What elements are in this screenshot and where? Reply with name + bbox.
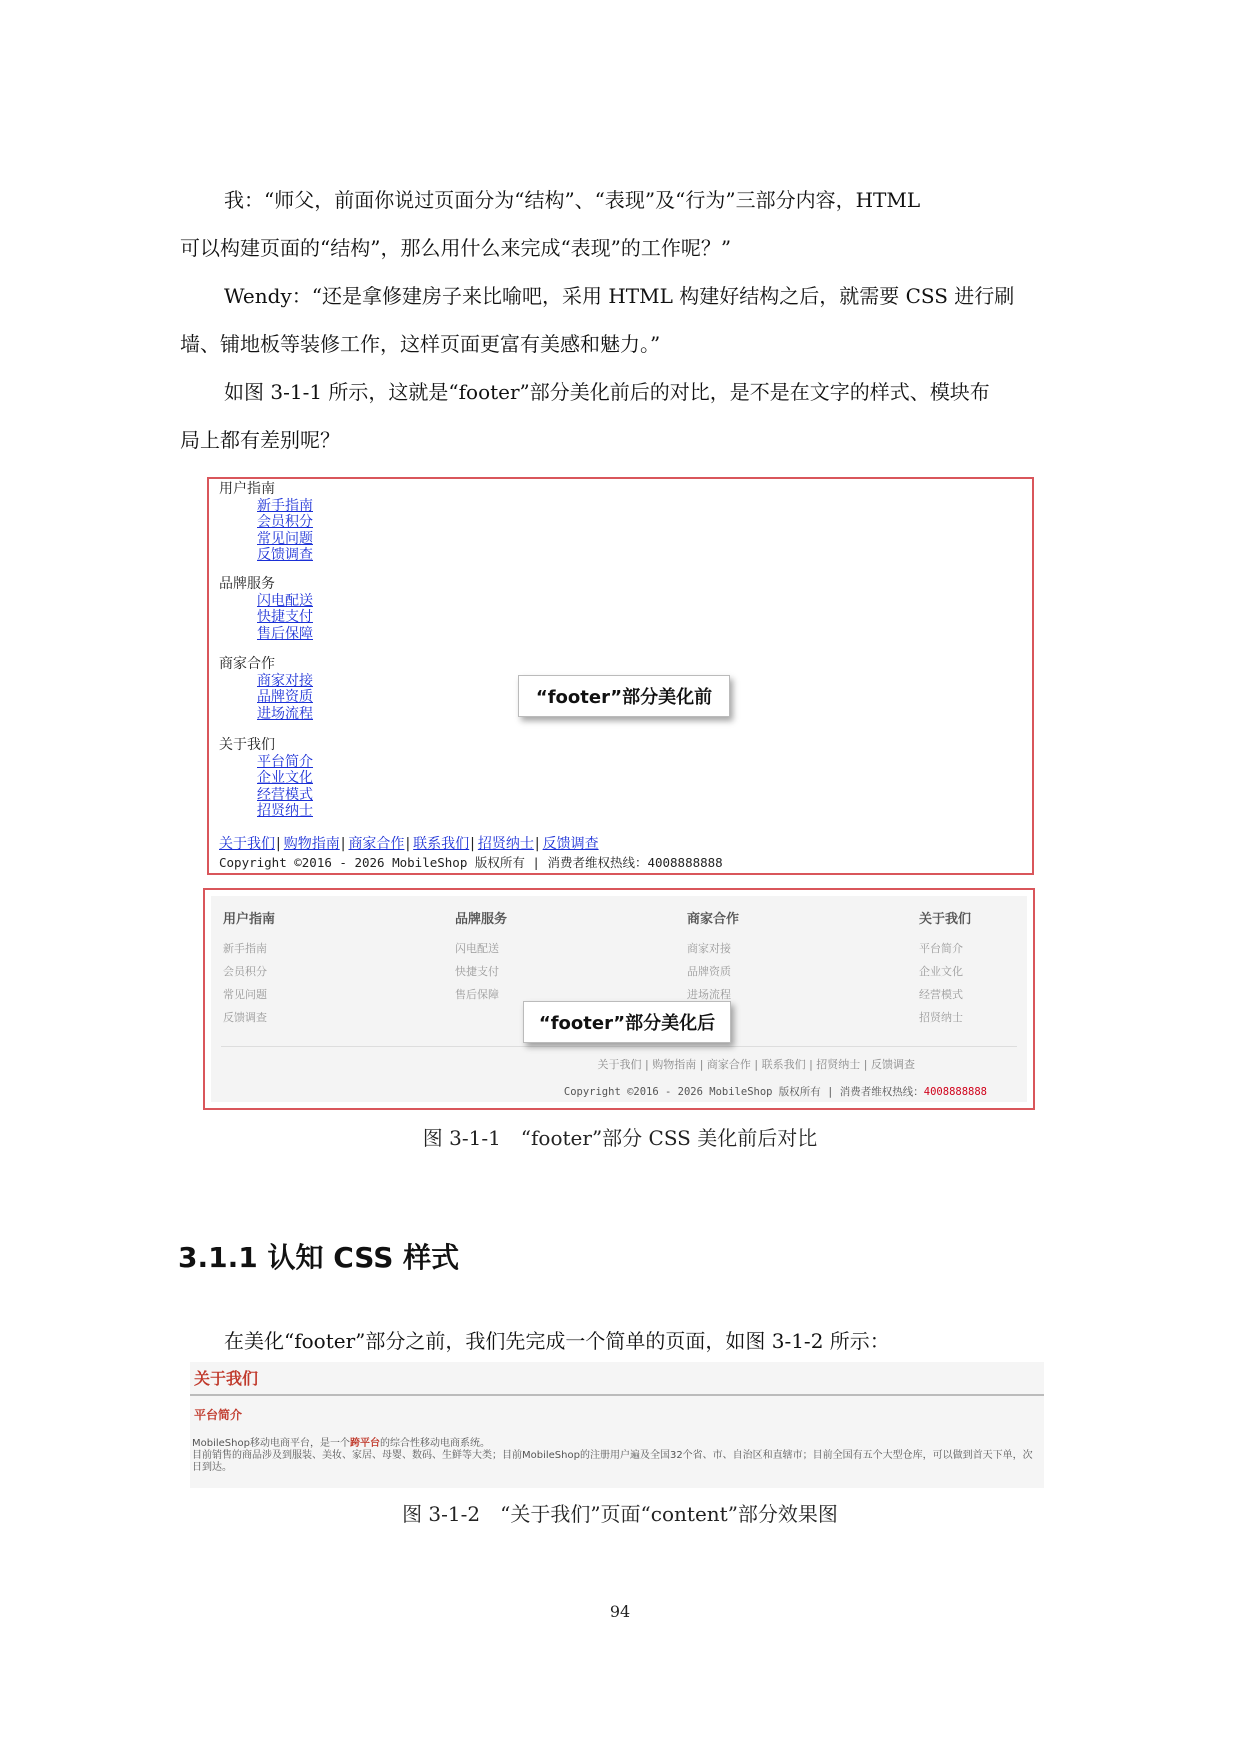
footer-link[interactable]: 售后保障: [257, 625, 313, 642]
group-title: 关于我们: [219, 737, 275, 753]
footer-link[interactable]: 会员积分: [257, 514, 313, 530]
bottom-link[interactable]: 招贤纳士: [477, 836, 534, 852]
paragraph-3: [180, 368, 1060, 464]
column-item[interactable]: 商家对接: [687, 942, 731, 955]
body-text: MobileShop移动电商平台，是一个: [192, 1438, 350, 1449]
column-item[interactable]: 企业文化: [919, 965, 963, 978]
bottom-link[interactable]: 商家合作: [348, 836, 405, 852]
footer-link[interactable]: 经营模式: [257, 786, 313, 803]
column-item[interactable]: 招贤纳士: [919, 1011, 963, 1024]
content-divider: [190, 1394, 1044, 1396]
column-item[interactable]: 新手指南: [223, 942, 267, 955]
column-item[interactable]: 平台简介: [919, 942, 963, 955]
body-highlight: 跨平台: [349, 1438, 380, 1449]
group-title: 用户指南: [219, 481, 275, 497]
paragraph-line: 如图 3-1-1 所示，这就是“footer”部分美化前后的对比，是不是在文字的样式、模块布: [224, 380, 990, 404]
footer-link[interactable]: 品牌资质: [257, 689, 313, 705]
footer-link[interactable]: 常见问题: [257, 530, 313, 547]
link-separator: |: [470, 836, 475, 852]
link-separator: |: [534, 836, 540, 852]
bottom-link[interactable]: 关于我们: [219, 836, 275, 852]
content-line-1: [192, 1438, 1042, 1450]
paragraph-line: 可以构建页面的“结构”，那么用什么来完成“表现”的工作呢？”: [180, 236, 732, 260]
column-item[interactable]: 进场流程: [687, 988, 731, 1001]
column-item[interactable]: 闪电配送: [455, 942, 499, 955]
section-title: 3.1.1 认知 CSS 样式: [178, 1241, 460, 1274]
content-body: [192, 1438, 1042, 1474]
body-text: 的综合性移动电商系统。: [379, 1438, 490, 1449]
figure-caption-2: 图 3-1-2 “关于我们”页面“content”部分效果图: [402, 1502, 838, 1526]
footer-group-about: [219, 737, 313, 820]
after-callout: “footer”部分美化后: [523, 1001, 731, 1043]
paragraph-line: 局上都有差别呢？: [180, 428, 340, 452]
footer-group-brand-service: [219, 576, 313, 642]
paragraph-line: 墙、铺地板等装修工作，这样页面更富有美感和魅力。”: [180, 332, 661, 356]
footer-after-links[interactable]: 关于我们 | 购物指南 | 商家合作 | 联系我们 | 招贤纳士 | 反馈调查: [597, 1058, 915, 1071]
footer-link[interactable]: 招贤纳士: [257, 803, 313, 819]
link-separator: |: [276, 836, 281, 852]
footer-link[interactable]: 平台简介: [257, 753, 313, 770]
footer-link[interactable]: 闪电配送: [257, 592, 313, 609]
footer-link[interactable]: 快捷支付: [257, 609, 313, 625]
group-title: 品牌服务: [219, 576, 275, 592]
link-separator: |: [340, 836, 346, 852]
paragraph-line: 在美化“footer”部分之前，我们先完成一个简单的页面，如图 3-1-2 所示：: [224, 1329, 890, 1353]
column-item[interactable]: 经营模式: [919, 988, 963, 1001]
column-title: 用户指南: [223, 912, 276, 927]
paragraph-4: [180, 1317, 1060, 1365]
column-title: 商家合作: [687, 912, 740, 927]
bottom-link[interactable]: 反馈调查: [542, 836, 599, 852]
footer-link[interactable]: 反馈调查: [257, 547, 313, 563]
paragraph-1: [180, 176, 1060, 272]
column-title: 品牌服务: [455, 912, 508, 927]
footer-divider: [221, 1046, 1017, 1047]
column-item[interactable]: 会员积分: [223, 965, 267, 978]
group-title: 商家合作: [219, 656, 275, 672]
footer-before-figure: [207, 477, 1034, 875]
copyright-text: Copyright ©2016 - 2026 MobileShop 版权所有 | 消费者维权热线：: [563, 1086, 924, 1098]
bottom-link[interactable]: 联系我们: [413, 836, 470, 852]
column-item[interactable]: 售后保障: [455, 988, 499, 1001]
column-item[interactable]: 快捷支付: [455, 965, 499, 978]
bottom-link[interactable]: 购物指南: [283, 836, 340, 852]
footer-column: [455, 908, 655, 1006]
footer-link[interactable]: 商家对接: [257, 672, 313, 689]
footer-group-user-guide: [219, 481, 313, 564]
footer-column: [687, 908, 887, 1006]
paragraph-line: 我：“师父，前面你说过页面分为“结构”、“表现”及“行为”三部分内容，HTML: [224, 188, 921, 212]
content-line-2: 目前销售的商品涉及到服装、美妆、家居、母婴、数码、生鲜等大类；目前MobileShop的注册用户遍及全国32个省、市、自治区和直辖市；目前全国有五个大型仓库，可以做到首天下单，次日到达。: [192, 1450, 1033, 1473]
footer-link[interactable]: 进场流程: [257, 705, 313, 722]
footer-column: [919, 908, 1119, 1029]
paragraph-2: [180, 272, 1060, 368]
figure-caption-1: 图 3-1-1 “footer”部分 CSS 美化前后对比: [422, 1126, 818, 1150]
footer-link[interactable]: 新手指南: [257, 497, 313, 514]
paragraph-line: Wendy：“还是拿修建房子来比喻吧，采用 HTML 构建好结构之后，就需要 CSS 进行刷: [224, 284, 1015, 308]
footer-group-merchant: [219, 656, 313, 722]
before-callout: “footer”部分美化前: [518, 675, 730, 717]
column-item[interactable]: 常见问题: [223, 988, 267, 1001]
column-item[interactable]: 品牌资质: [687, 965, 731, 978]
footer-column: [223, 908, 423, 1029]
content-title: 关于我们: [194, 1369, 259, 1388]
page-number: 94: [609, 1602, 631, 1621]
footer-link[interactable]: 企业文化: [257, 770, 313, 786]
footer-after-copyright: [564, 1084, 987, 1099]
column-title: 关于我们: [919, 912, 972, 927]
hotline-number: 4008888888: [923, 1086, 987, 1098]
content-figure: [190, 1362, 1044, 1488]
footer-after-panel: [211, 896, 1027, 1102]
footer-after-figure: [203, 888, 1035, 1110]
footer-bottom-links: [219, 836, 599, 852]
column-item[interactable]: 反馈调查: [223, 1011, 267, 1024]
link-separator: |: [405, 836, 411, 852]
content-subtitle: 平台简介: [194, 1408, 243, 1422]
footer-copyright: Copyright ©2016 - 2026 MobileShop 版权所有 | 消费者维权热线：4008888888: [219, 855, 723, 870]
